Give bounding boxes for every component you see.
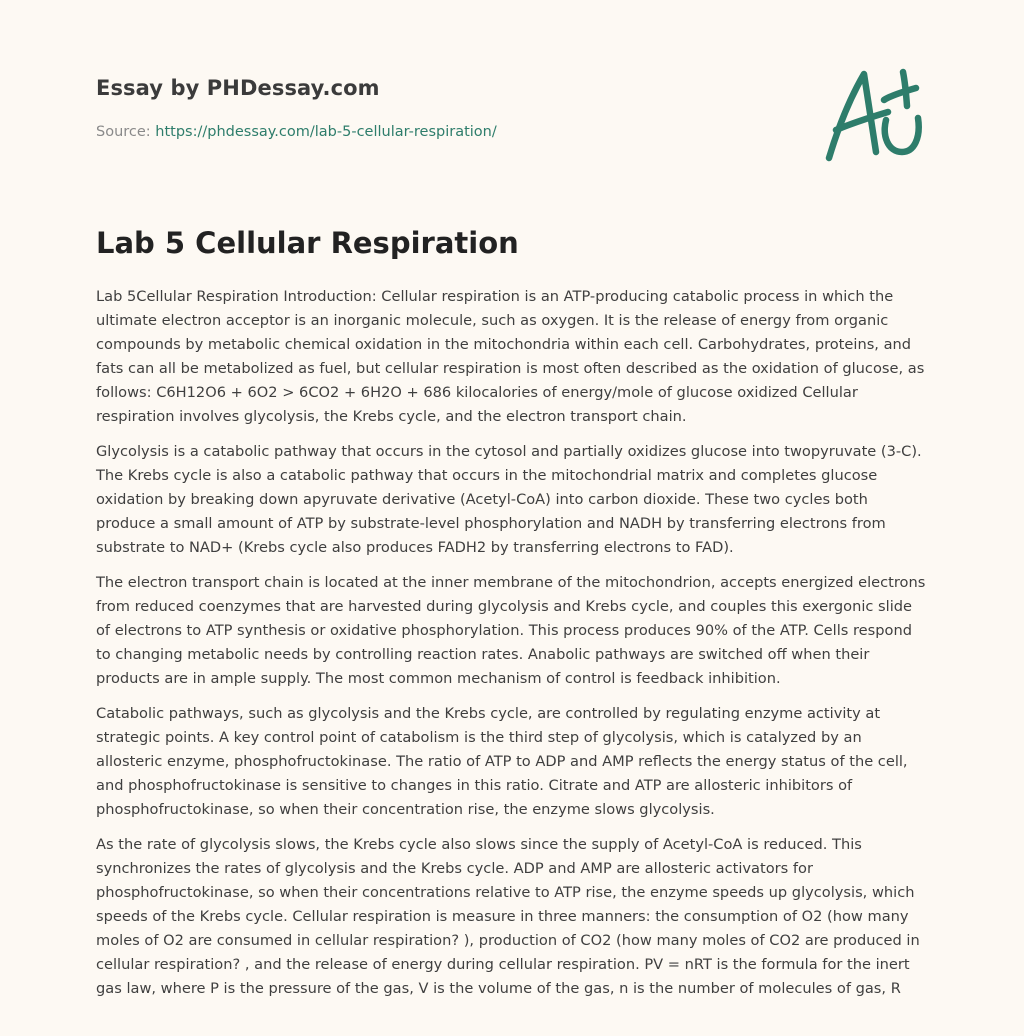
essay-body xyxy=(96,285,928,1012)
source-line xyxy=(96,124,497,140)
essay-paragraph: Lab 5Cellular Respiration Introduction: Cellular respiration is an ATP-producing catabolic process in which the ultimate electron acceptor is an inorganic molecule, such as oxygen. It is the release of energy from organic compounds by metabolic chemical oxidation in the mitochondria within each cell. Carbohydrates, proteins, and fats can all be metabolized as fuel, but cellular respiration is most often described as the oxidation of glucose, as follows: C6H12O6 + 6O2 > 6CO2 + 6H2O + 686 kilocalories of energy/mole of glucose oxidized Cellular respiration involves glycolysis, the Krebs cycle, and the electron transport chain. xyxy=(96,288,925,425)
essay-paragraph: The electron transport chain is located at the inner membrane of the mitochondrion, accepts energized electrons from reduced coenzymes that are harvested during glycolysis and Krebs cycle, and couples this exergonic slide of electrons to ATP synthesis or oxidative phosphorylation. This process produces 90% of the ATP. Cells respond to changing metabolic needs by controlling reaction rates. Anabolic pathways are switched off when their products are in ample supply. The most common mechanism of control is feedback inhibition. xyxy=(96,574,926,687)
brand-title: Essay by PHDessay.com xyxy=(96,76,380,100)
essay-title: Lab 5 Cellular Respiration xyxy=(96,226,519,260)
source-label: Source: xyxy=(96,124,156,140)
essay-paragraph: Glycolysis is a catabolic pathway that occurs in the cytosol and partially oxidizes glucose into twopyruvate (3-C). The Krebs cycle is also a catabolic pathway that occurs in the mitochondrial matrix and completes glucose oxidation by breaking down apyruvate derivative (Acetyl-CoA) into carbon dioxide. These two cycles both produce a small amount of ATP by substrate-level phosphorylation and NADH by transferring electrons from substrate to NAD+ (Krebs cycle also produces FADH2 by transferring electrons to FAD). xyxy=(96,443,922,556)
source-link[interactable]: https://phdessay.com/lab-5-cellular-respiration/ xyxy=(155,124,497,140)
essay-paragraph: As the rate of glycolysis slows, the Krebs cycle also slows since the supply of Acetyl-CoA is reduced. This synchronizes the rates of glycolysis and the Krebs cycle. ADP and AMP are allosteric activators for phosphofructokinase, so when their concentrations relative to ATP rise, the enzyme speeds up glycolysis, which speeds of the Krebs cycle. Cellular respiration is measure in three manners: the consumption of O2 (how many moles of O2 are consumed in cellular respiration? ), production of CO2 (how many moles of CO2 are produced in cellular respiration? , and the release of energy during cellular respiration. PV = nRT is the formula for the inert gas law, where P is the pressure of the gas, V is the volume of the gas, n is the number of molecules of gas, R xyxy=(96,836,920,997)
essay-paragraph: Catabolic pathways, such as glycolysis and the Krebs cycle, are controlled by regulating enzyme activity at strategic points. A key control point of catabolism is the third step of glycolysis, which is catalyzed by an allosteric enzyme, phosphofructokinase. The ratio of ATP to ADP and AMP reflects the energy status of the cell, and phosphofructokinase is sensitive to changes in this ratio. Citrate and ATP are allosteric inhibitors of phosphofructokinase, so when their concentration rise, the enzyme slows glycolysis. xyxy=(96,705,908,818)
a-plus-logo-icon xyxy=(824,66,930,166)
